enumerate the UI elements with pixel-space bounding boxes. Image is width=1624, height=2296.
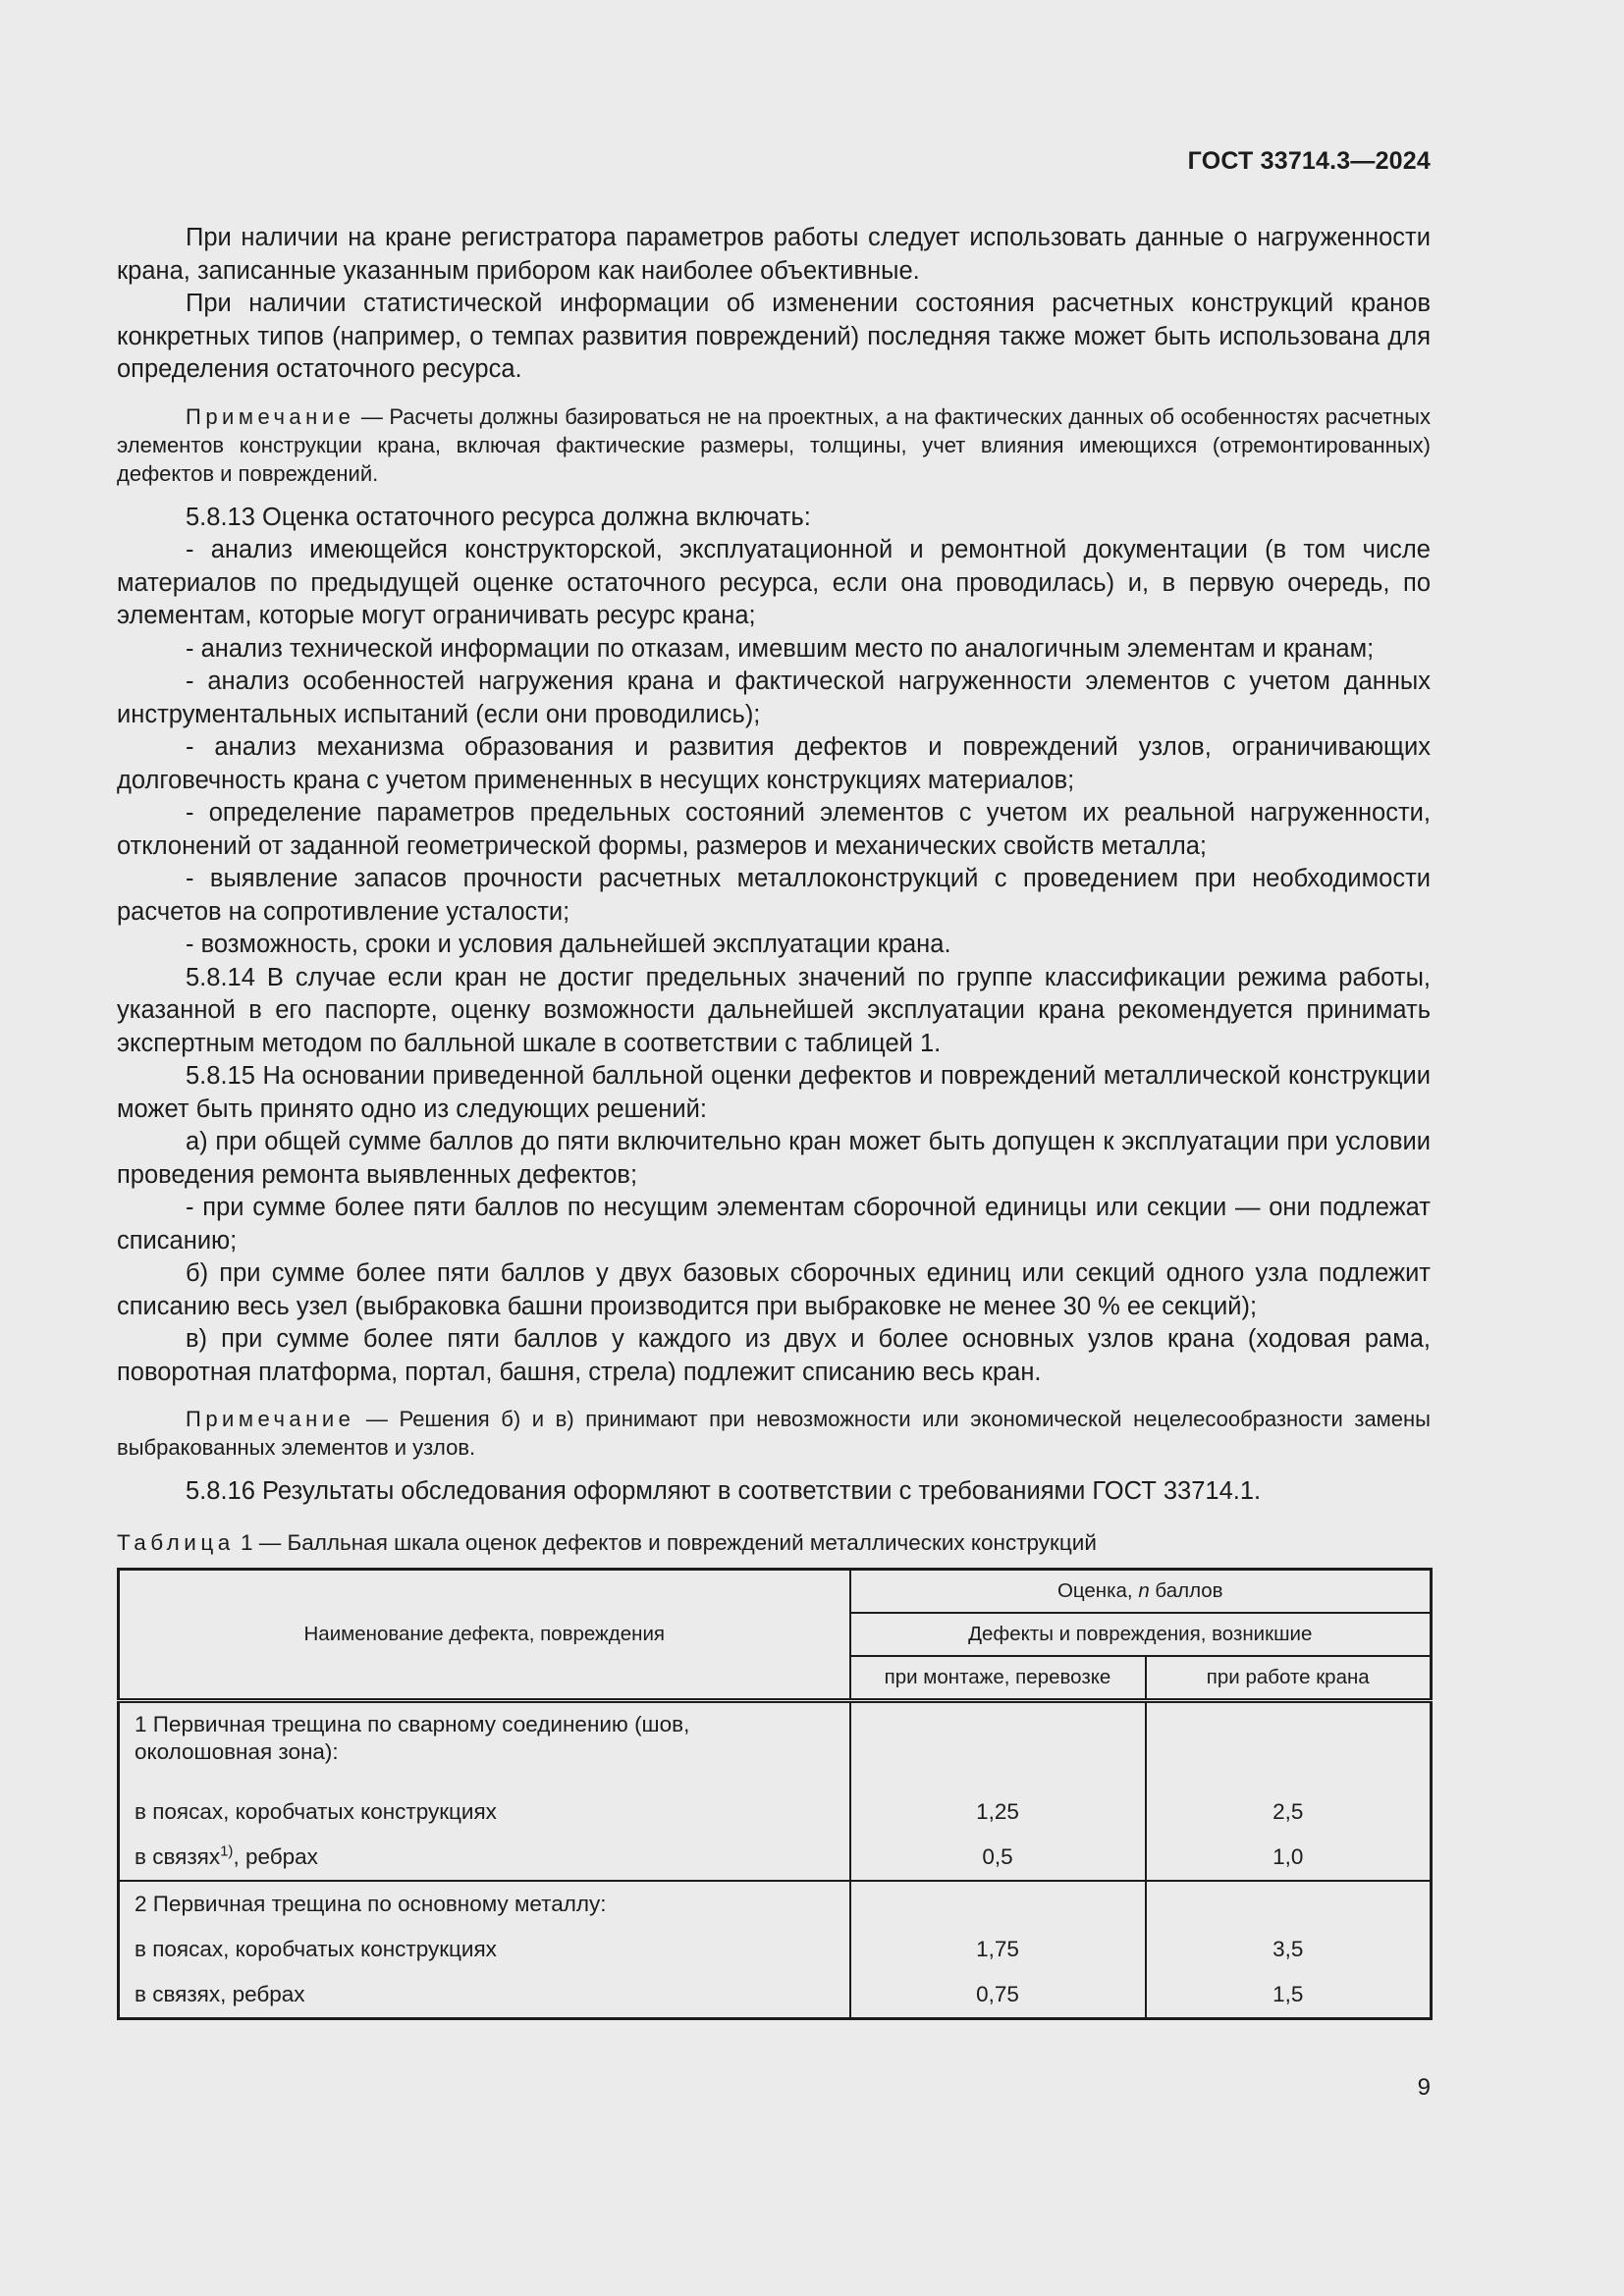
row-label: в связях, ребрах xyxy=(119,1972,850,2019)
table-row xyxy=(119,1789,1432,1835)
note-text: — Решения б) и в) принимают при невозможности или экономической нецелесообразности замены выбракованных элементов и узлов. xyxy=(117,1407,1431,1460)
table-caption xyxy=(117,1528,1431,1558)
section-5-8-16: 5.8.16 Результаты обследования оформляют в соответствии с требованиями ГОСТ 33714.1. xyxy=(186,1477,1262,1505)
table-row xyxy=(119,1700,1432,1789)
table-row xyxy=(119,1835,1432,1881)
list-item: - возможность, сроки и условия дальнейшей эксплуатации крана. xyxy=(186,931,951,958)
list-item: - анализ особенностей нагружения крана и фактической нагруженности элементов с учетом данных инструментальных испытаний (если они проводились); xyxy=(117,667,1431,728)
column-header-defect-name: Наименование дефекта, повреждения xyxy=(119,1569,850,1700)
table-caption-text: 1 — Балльная шкала оценок дефектов и повреждений металлических конструкций xyxy=(234,1529,1097,1555)
list-item: - анализ имеющейся конструкторской, эксплуатационной и ремонтной документации (в том числе материалов по предыдущей оценке остаточного ресурса, если она проводилась) и, в первую очередь, по элементам, которые могут ограничивать ресурс крана; xyxy=(117,536,1431,629)
list-item: - определение параметров предельных состояний элементов с учетом их реальной нагруженности, отклонений от заданной геометрической формы, размеров и механических свойств металла; xyxy=(117,799,1431,860)
paragraph: При наличии на кране регистратора параметров работы следует использовать данные о нагруженности крана, записанные указанным прибором как наиболее объективные. xyxy=(117,224,1431,285)
note xyxy=(117,1405,1431,1462)
row-label: в поясах, коробчатых конструкциях xyxy=(119,1927,850,1972)
section-5-8-14: 5.8.14 В случае если кран не достиг предельных значений по группе классификации режима работы, указанной в его паспорте, оценку возможности дальнейшей эксплуатации крана рекомендуется принимать экспертным методом по балльной шкале в соответствии с таблицей 1. xyxy=(117,963,1431,1057)
table-row xyxy=(119,1972,1432,2019)
value-mount: 1,25 xyxy=(850,1789,1146,1835)
list-item: - анализ технической информации по отказам, имевшим место по аналогичным элементам и кранам; xyxy=(186,634,1375,663)
section-5-8-13-lead: 5.8.13 Оценка остаточного ресурса должна включать: xyxy=(186,503,811,531)
note-label: Примечание xyxy=(186,403,355,429)
value-mount: 1,75 xyxy=(850,1927,1146,1972)
decision-item: в) при сумме более пяти баллов у каждого из двух и более основных узлов крана (ходовая рама, поворотная платформа, портал, башня, стрела) подлежит списанию весь кран. xyxy=(117,1325,1431,1386)
page-number: 9 xyxy=(1417,2074,1431,2101)
value-work: 1,5 xyxy=(1272,1981,1304,2006)
decision-item: а) при общей сумме баллов до пяти включительно кран может быть допущен к эксплуатации при условии проведения ремонта выявленных дефектов; xyxy=(117,1128,1431,1189)
section-5-8-15-lead: 5.8.15 На основании приведенной балльной оценки дефектов и повреждений металлической конструкции может быть принято одно из следующих решений: xyxy=(117,1062,1431,1123)
list-item: - анализ механизма образования и развития дефектов и повреждений узлов, ограничивающих долговечность крана с учетом примененных в несущих конструкциях материалов; xyxy=(117,733,1431,794)
value-work: 2,5 xyxy=(1272,1798,1304,1824)
group-title: 1 Первичная трещина по сварному соединению (шов, околошовная зона): xyxy=(119,1700,850,1789)
defect-score-table xyxy=(117,1568,1433,2020)
list-item: - выявление запасов прочности расчетных металлоконструкций с проведением при необходимости расчетов на сопротивление усталости; xyxy=(117,865,1431,926)
value-work: 1,0 xyxy=(1272,1843,1304,1869)
note-text: — Расчеты должны базироваться не на проектных, а на фактических данных об особенностях расчетных элементов конструкции крана, включая фактические размеры, толщины, учет влияния имеющихся (отремонтированных) дефектов и повреждений. xyxy=(117,403,1431,486)
note-label: Примечание xyxy=(186,1407,355,1431)
column-header-arising: Дефекты и повреждения, возникшие xyxy=(850,1613,1432,1656)
decision-item: - при сумме более пяти баллов по несущим элементам сборочной единицы или секции — они подлежат списанию; xyxy=(117,1194,1431,1255)
row-label: в связях$^{1)}$, ребрах xyxy=(119,1835,850,1881)
document-code-header: ГОСТ 33714.3—2024 xyxy=(1187,147,1431,175)
value-work: 3,5 xyxy=(1272,1936,1304,1961)
column-header-work: при работе крана xyxy=(1146,1656,1432,1701)
column-header-mount: при монтаже, перевозке xyxy=(850,1656,1146,1701)
row-label: в поясах, коробчатых конструкциях xyxy=(119,1789,850,1835)
table-row xyxy=(119,1881,1432,1927)
note xyxy=(117,402,1431,488)
paragraph: При наличии статистической информации об изменении состояния расчетных конструкций кранов конкретных типов (например, о темпах развития повреждений) последняя также может быть использована для определения остаточного ресурса. xyxy=(117,290,1431,383)
page-content xyxy=(117,222,1431,2020)
decision-item: б) при сумме более пяти баллов у двух базовых сборочных единиц или секций одного узла подлежит списанию весь узел (выбраковка башни производится при выбраковке не менее 30 % ее секций); xyxy=(117,1259,1431,1320)
value-mount: 0,5 xyxy=(850,1835,1146,1881)
group-title: 2 Первичная трещина по основному металлу: xyxy=(119,1881,850,1927)
footnote-marker: 1) xyxy=(220,1842,234,1859)
table-row xyxy=(119,1927,1432,1972)
column-header-score: Оценка, n баллов xyxy=(850,1569,1432,1613)
value-mount: 0,75 xyxy=(850,1972,1146,2019)
table-caption-label: Таблица xyxy=(117,1529,235,1555)
